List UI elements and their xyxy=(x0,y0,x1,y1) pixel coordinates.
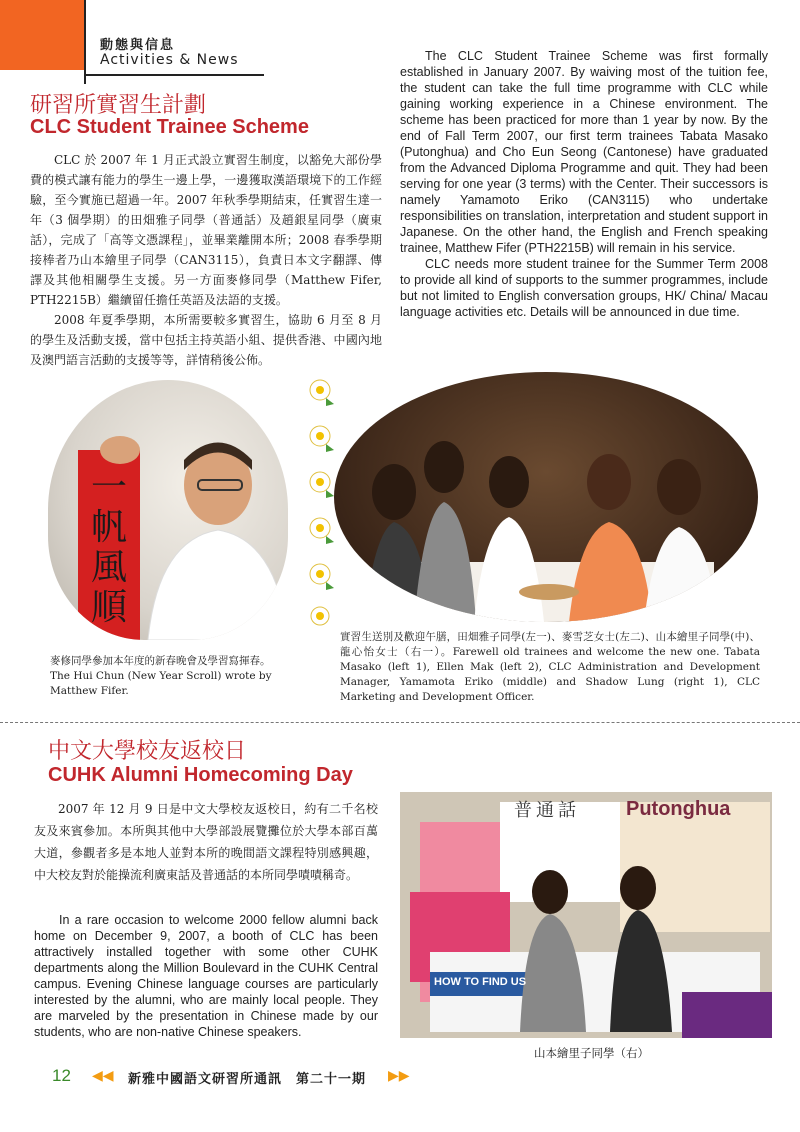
page-number: 12 xyxy=(52,1066,71,1085)
photo-farewell-lunch xyxy=(334,372,758,622)
article1-body-zh-p1: CLC 於 2007 年 1 月正式設立實習生制度，以豁免大部份學費的模式讓有能力的學生一邊上學，一邊獲取漢語環境下的工作經驗，至今實施已超過一年。2007 年秋季學期結束，任實習生達一年（3 個學期）的田畑雅子同學（普通話）及趙銀星同學（廣東話），完成了「高等文憑課程」，並畢業離開本所；2008 春季學期接棒者乃山本繪里子同學（CAN3115），負責日本文字翻譯、傳譯及其他相關學生支援。另一方面麥修同學（Matthew Fifer, PTH2215B）繼續留任擔任英語及法語的支援。 xyxy=(30,153,382,307)
booth-banner: HOW TO FIND US xyxy=(434,976,527,988)
caption-farewell: 實習生送別及歡迎午膳，田畑雅子同學(左一)、麥雪芝女士(左二)、山本繪里子同學(中)、龍心怡女士（右一）。Farewell old trainees and welcome the new one. Tabata Masako (left 1), Ellen Mak (left 2), CLC Administration and Development Manager, Yamamota Eriko (middle) and Shadow Lung (right 1), CLC Marketing and Development Officer. xyxy=(340,631,760,703)
article2-title-zh: 中文大學校友返校日 xyxy=(48,739,247,764)
photo-matthew xyxy=(48,380,288,640)
article2-body-zh-p: 2007 年 12 月 9 日是中文大學校友返校日，約有二千名校友及來賓參加。本所與其他中大學部設展覽攤位於大學本部百萬大道，參觀者多是本地人並對本所的晚間語文課程特別感興趣，中大校友對於能操流利廣東話及普通話的本所同學嘖嘖稱奇。 xyxy=(34,802,378,882)
article1-body-zh-p2: 2008 年夏季學期，本所需要較多實習生，協助 6 月至 8 月的學生及活動支援，當中包括主持英語小組、提供香港、中國內地及澳門語言活動的支援等等，詳情稍後公佈。 xyxy=(30,313,382,367)
article2-body-zh xyxy=(34,798,378,886)
article2-title-en: CUHK Alumni Homecoming Day xyxy=(48,764,353,786)
footer-title: 新雅中國語文研習所通訊 第二十一期 xyxy=(128,1072,367,1087)
caption-matthew xyxy=(50,654,300,699)
article1-body-en xyxy=(400,48,768,320)
footer-arrow-right: ▶▶ xyxy=(388,1068,410,1084)
photo-farewell-illustration xyxy=(334,372,758,622)
caption-booth: 山本繪里子同學（右） xyxy=(534,1046,649,1060)
header-orange-block xyxy=(0,0,84,70)
footer-arrow-left: ◀◀ xyxy=(92,1068,114,1084)
photo-alumni-booth xyxy=(400,792,772,1038)
article1-title-zh: 研習所實習生計劃 xyxy=(30,93,207,118)
scroll-text: 一帆風順 xyxy=(90,467,127,628)
article1-body-en-p2: CLC needs more student trainee for the Summer Term 2008 to provide all kind of supports to the summer programmes, include but not limited to English conversation groups, HK/ China/ Macau language activities etc. Details will be announced in due time. xyxy=(400,257,768,319)
article2-body-en-p: In a rare occasion to welcome 2000 fellow alumni back home on December 9, 2007, a booth of CLC has been attractively installed together with some other CUHK departments along the Million Boulevard in the CUHK Central campus. Evening Chinese language courses are particularly interested by the alumni, who are mainly local people. They are marveled by the presentation in Chinese made by our students, who are non-native Chinese speakers. xyxy=(34,913,378,1039)
header-rule-horizontal xyxy=(84,74,264,76)
article1-body-en-p1: The CLC Student Trainee Scheme was first formally established in January 2007. By waiving most of the tuition fee, the student can take the full time programme with CLC while gaining working experience in a Chinese environment. The scheme has been practiced for more than 1 year by now. By the end of Fall Term 2007, our first term trainees Tabata Masako (Putonghua) and Cho Eun Seong (Cantonese) have graduated from the Advanced Diploma Programme and quit. They had been serving for one year (3 terms) with the Center. Their successors is namely Yamamoto Eriko (CAN3115) who undertake responsibilities on translation, interpretation and student support in Japanese. On the other hand, the English and French speaking trainee, Matthew Fifer (PTH2215B) will remain in his service. xyxy=(400,49,768,255)
article1-title-en: CLC Student Trainee Scheme xyxy=(30,116,309,138)
photo-booth-illustration xyxy=(400,792,772,1038)
caption-matthew-zh: 麥修同學參加本年度的新春晚會及學習寫揮春。 xyxy=(50,655,271,667)
header-rule-vertical xyxy=(84,0,86,84)
section-title-en: Activities & News xyxy=(100,52,239,68)
section-divider xyxy=(0,722,800,723)
article1-body-zh xyxy=(30,150,382,370)
caption-matthew-en: The Hui Chun (New Year Scroll) wrote by Matthew Fifer. xyxy=(50,670,272,697)
booth-sign-zh: 普通話 xyxy=(514,800,580,821)
section-title-zh: 動態與信息 xyxy=(100,38,176,53)
booth-sign-en: Putonghua xyxy=(626,798,731,820)
article2-body-en xyxy=(34,912,378,1040)
